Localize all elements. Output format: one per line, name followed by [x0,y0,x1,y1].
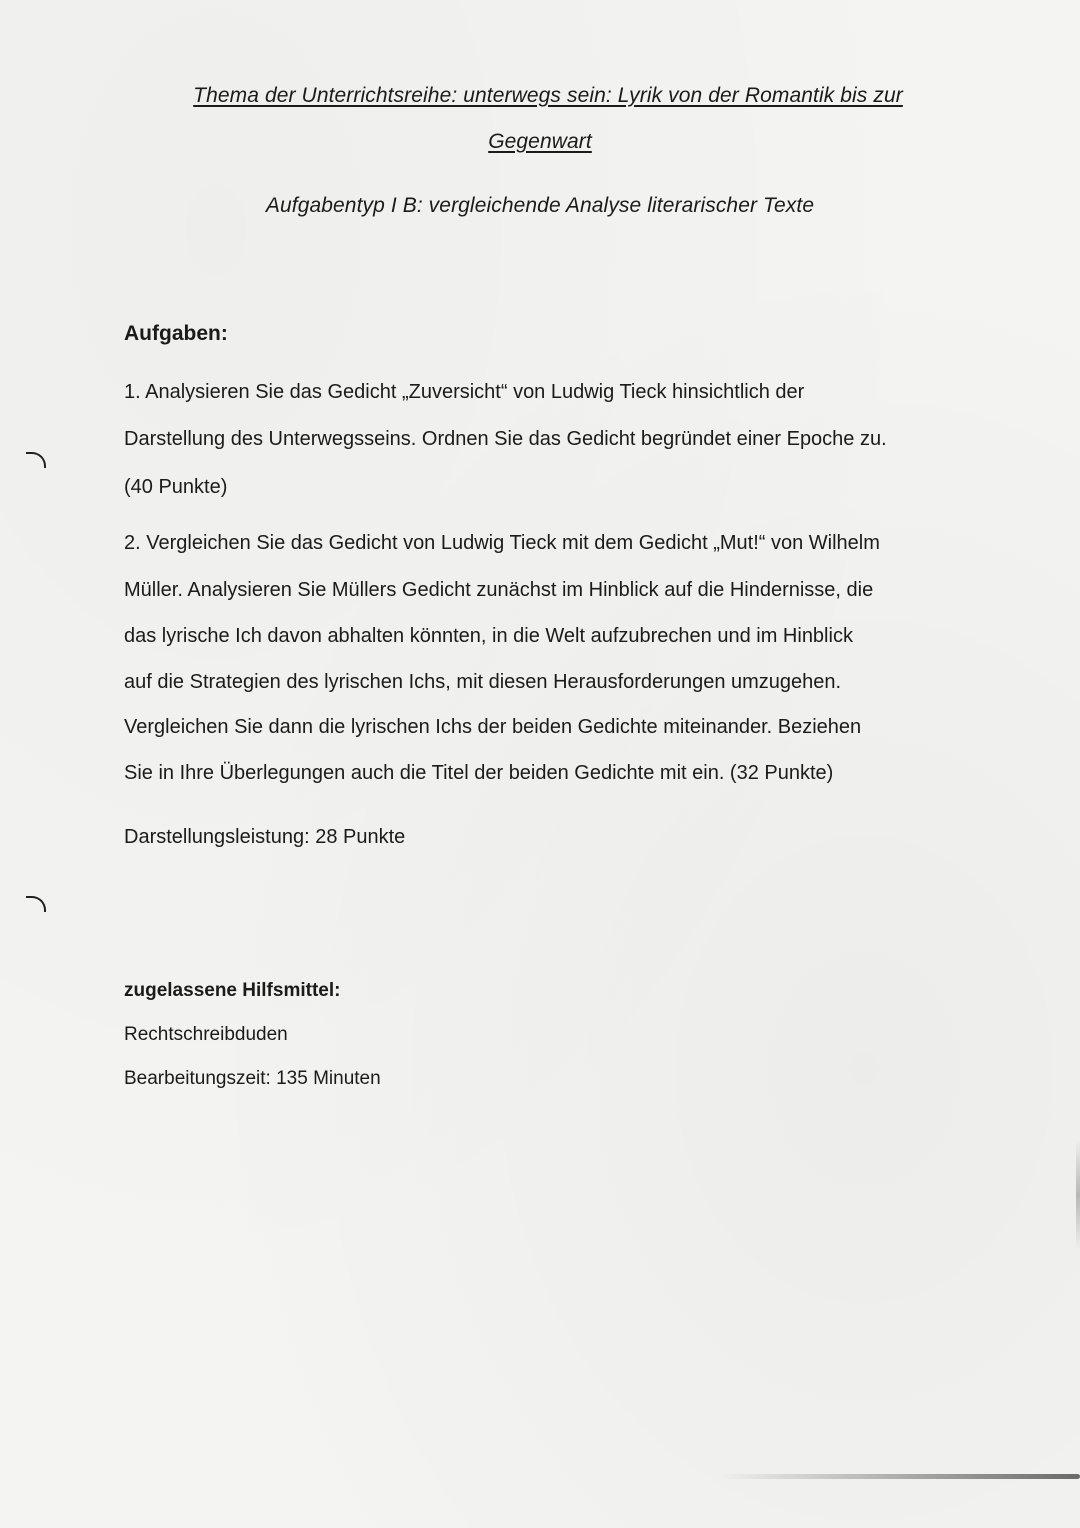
task2-line-4: auf die Strategien des lyrischen Ichs, mit diesen Herausforderungen umzugehen. [124,671,842,693]
unit-title-line-2 [0,130,1080,154]
task1-line-3: (40 Punkte) [124,476,228,498]
aids-item: Rechtschreibduden [124,1024,288,1045]
task1-line-2: Darstellung des Unterwegsseins. Ordnen Sie das Gedicht begründet einer Epoche zu. [124,428,887,450]
task1-line-1: 1. Analysieren Sie das Gedicht „Zuversicht“ von Ludwig Tieck hinsichtlich der [124,381,805,403]
scan-edge-shadow [720,1474,1080,1479]
unit-title-line-1: Thema der Unterrichtsreihe: unterwegs sein: Lyrik von der Romantik bis zur [193,84,903,107]
scan-right-edge [1076,1140,1080,1250]
unit-title-line-2-text: Gegenwart [488,130,592,153]
task2-line-5: Vergleichen Sie dann die lyrischen Ichs der beiden Gedichte miteinander. Beziehen [124,716,862,738]
punch-hole-mark-lower [26,896,46,912]
task2-line-1: 2. Vergleichen Sie das Gedicht von Ludwig Tieck mit dem Gedicht „Mut!“ von Wilhelm [124,532,880,554]
tasks-heading: Aufgaben: [124,322,228,345]
aids-heading: zugelassene Hilfsmittel: [124,980,341,1001]
task2-line-3: das lyrische Ich davon abhalten könnten, in die Welt aufzubrechen und im Hinblick [124,625,853,647]
task-type-subtitle: Aufgabentyp I B: vergleichende Analyse literarischer Texte [265,194,815,217]
punch-hole-mark-upper [26,452,46,468]
task2-line-2: Müller. Analysieren Sie Müllers Gedicht zunächst im Hinblick auf die Hindernisse, die [124,579,874,601]
working-time: Bearbeitungszeit: 135 Minuten [124,1068,381,1089]
presentation-points: Darstellungsleistung: 28 Punkte [124,826,406,848]
task2-line-6: Sie in Ihre Überlegungen auch die Titel der beiden Gedichte mit ein. (32 Punkte) [124,762,834,784]
